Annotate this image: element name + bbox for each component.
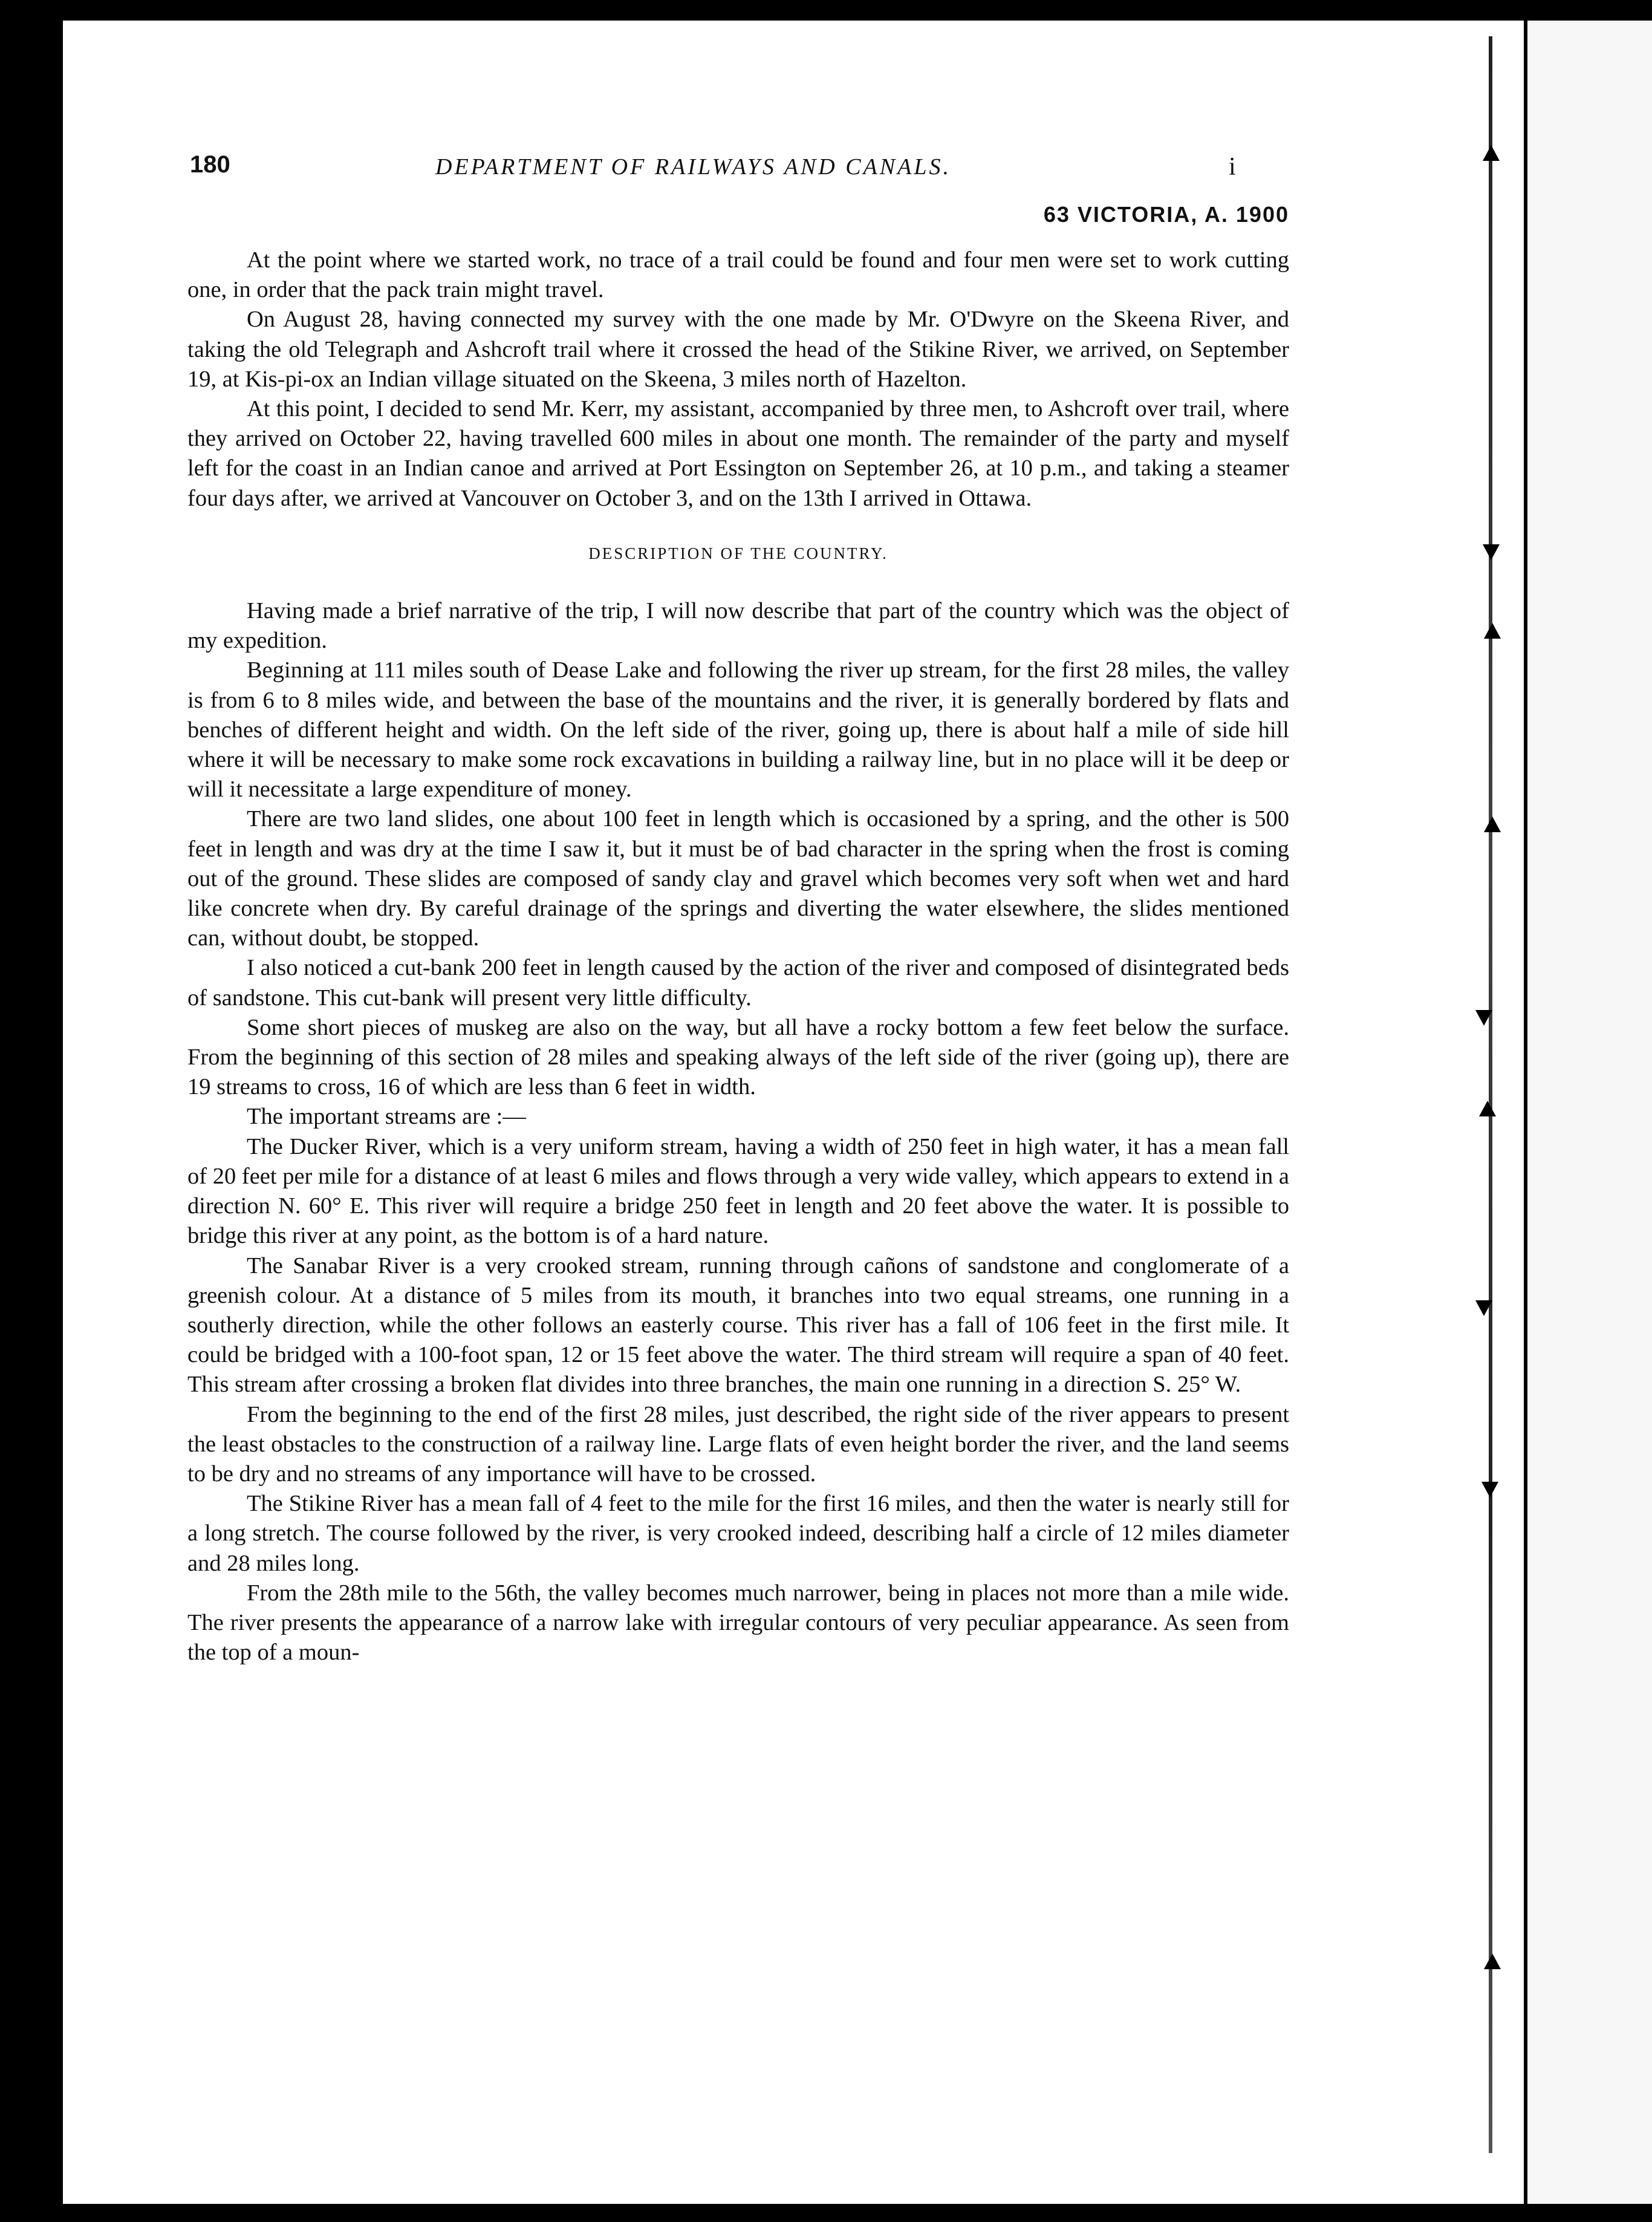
paragraph: Having made a brief narrative of the trip, I will now describe that part of the country which was the object of my expedition. <box>187 598 1289 654</box>
paragraph: At this point, I decided to send Mr. Kerr, my assistant, accompanied by three men, to Ashcroft over trail, where they arrived on October 22, having travelled 600 miles in about one month. The remainder of the party and myself left for the coast in an Indian canoe and arrived at Port Essington on September 26, at 10 p.m., and taking a steamer four days after, we arrived at Vancouver on October 3, and on the 13th I arrived in Ottawa. <box>187 396 1289 511</box>
paragraph: The Ducker River, which is a very uniform stream, having a width of 250 feet in high water, it has a mean fall of 20 feet per mile for a distance of at least 6 miles and flows through a very wide valley, which appears to extend in a direction N. 60° E. This river will require a bridge 250 feet in length and 20 feet above the water. It is possible to bridge this river at any point, as the bottom is of a hard nature. <box>187 1133 1289 1249</box>
scan-border-bottom <box>0 2204 1652 2222</box>
binding-mark <box>1475 1300 1492 1316</box>
paragraph: There are two land slides, one about 100 feet in length which is occasioned by a spring, and the other is 500 feet in length and was dry at the time I saw it, but it must be of bad character in the spring when the frost is coming out of the ground. These slides are composed of sandy clay and gravel which becomes very soft when wet and hard like concrete when dry. By careful drainage of the springs and diverting the water elsewhere, the slides mentioned can, without doubt, be stopped. <box>187 806 1289 951</box>
paragraph: Beginning at 111 miles south of Dease Lake and following the river up stream, for the first 28 miles, the valley is from 6 to 8 miles wide, and between the base of the mountains and the river, it is generally bordered by flats and benches of different height and width. On the left side of the river, going up, there is about half a mile of side hill where it will be necessary to make some rock excavations in building a railway line, but in no place will it be deep or will it necessitate a large expenditure of money. <box>187 657 1289 803</box>
page-number: 180 <box>190 151 230 178</box>
binding-mark <box>1483 145 1500 161</box>
scan-border-top <box>0 0 1652 21</box>
paragraph: The important streams are :— <box>247 1104 526 1130</box>
paragraph: The Stikine River has a mean fall of 4 feet to the mile for the first 16 miles, and then the water is nearly still for a long stretch. The course followed by the river, is very crooked indeed, describing half a circle of 12 miles diameter and 28 miles long. <box>187 1491 1289 1576</box>
page-header <box>187 151 1289 187</box>
paragraph: Some short pieces of muskeg are also on the way, but all have a rocky bottom a few feet below the surface. From the beginning of this section of 28 miles and speaking always of the left side of the river (going up), there are 19 streams to cross, 16 of which are less than 6 feet in width. <box>187 1014 1289 1100</box>
paragraph: From the beginning to the end of the first 28 miles, just described, the right side of the river appears to present the least obstacles to the construction of a railway line. Large flats of even height border the river, and the land seems to be dry and no streams of any importance will have to be crossed. <box>187 1401 1289 1487</box>
section-title: DESCRIPTION OF THE COUNTRY. <box>588 544 888 562</box>
session-line: 63 VICTORIA, A. 1900 <box>1043 202 1289 227</box>
paragraph: The Sanabar River is a very crooked stream, running through cañons of sandstone and conglomerate of a greenish colour. At a distance of 5 miles from its mouth, it branches into two equal streams, one running in a southerly direction, while the other follows an easterly course. This river has a fall of 106 feet in the first mile. It could be bridged with a 100-foot span, 12 or 15 feet above the water. The third stream will require a span of 40 feet. This stream after crossing a broken flat divides into three branches, the main one running in a direction S. 25° W. <box>187 1253 1289 1398</box>
body-text <box>187 246 1289 1667</box>
folio-mark: i <box>1229 153 1236 181</box>
binding-mark <box>1484 1953 1501 1969</box>
paragraph: At the point where we started work, no trace of a trail could be found and four men were set to work cutting one, in order that the pack train might travel. <box>187 247 1289 303</box>
binding-mark <box>1484 816 1501 832</box>
binding-mark <box>1479 1101 1496 1116</box>
document-page <box>187 133 1289 2189</box>
binding-mark <box>1483 544 1500 560</box>
paragraph: From the 28th mile to the 56th, the valley becomes much narrower, being in places not more than a mile wide. The river presents the appearance of a narrow lake with irregular contours of very peculiar appearance. As seen from the top of a moun- <box>187 1580 1289 1666</box>
paragraph: On August 28, having connected my survey with the one made by Mr. O'Dwyre on the Skeena River, and taking the old Telegraph and Ashcroft trail where it crossed the head of the Stikine River, we arrived, on September 19, at Kis-pi-ox an Indian village situated on the Skeena, 3 miles north of Hazelton. <box>187 307 1289 392</box>
binding-mark <box>1484 623 1501 639</box>
adjacent-page-edge <box>1524 21 1652 2204</box>
paragraph: I also noticed a cut-bank 200 feet in length caused by the action of the river and composed of disintegrated beds of sandstone. This cut-bank will present very little difficulty. <box>187 955 1289 1011</box>
scan-border-left <box>0 0 63 2222</box>
binding-gutter <box>1489 36 1492 2153</box>
binding-mark <box>1475 1010 1492 1026</box>
running-head: DEPARTMENT OF RAILWAYS AND CANALS. <box>435 154 951 180</box>
binding-mark <box>1481 1482 1498 1497</box>
